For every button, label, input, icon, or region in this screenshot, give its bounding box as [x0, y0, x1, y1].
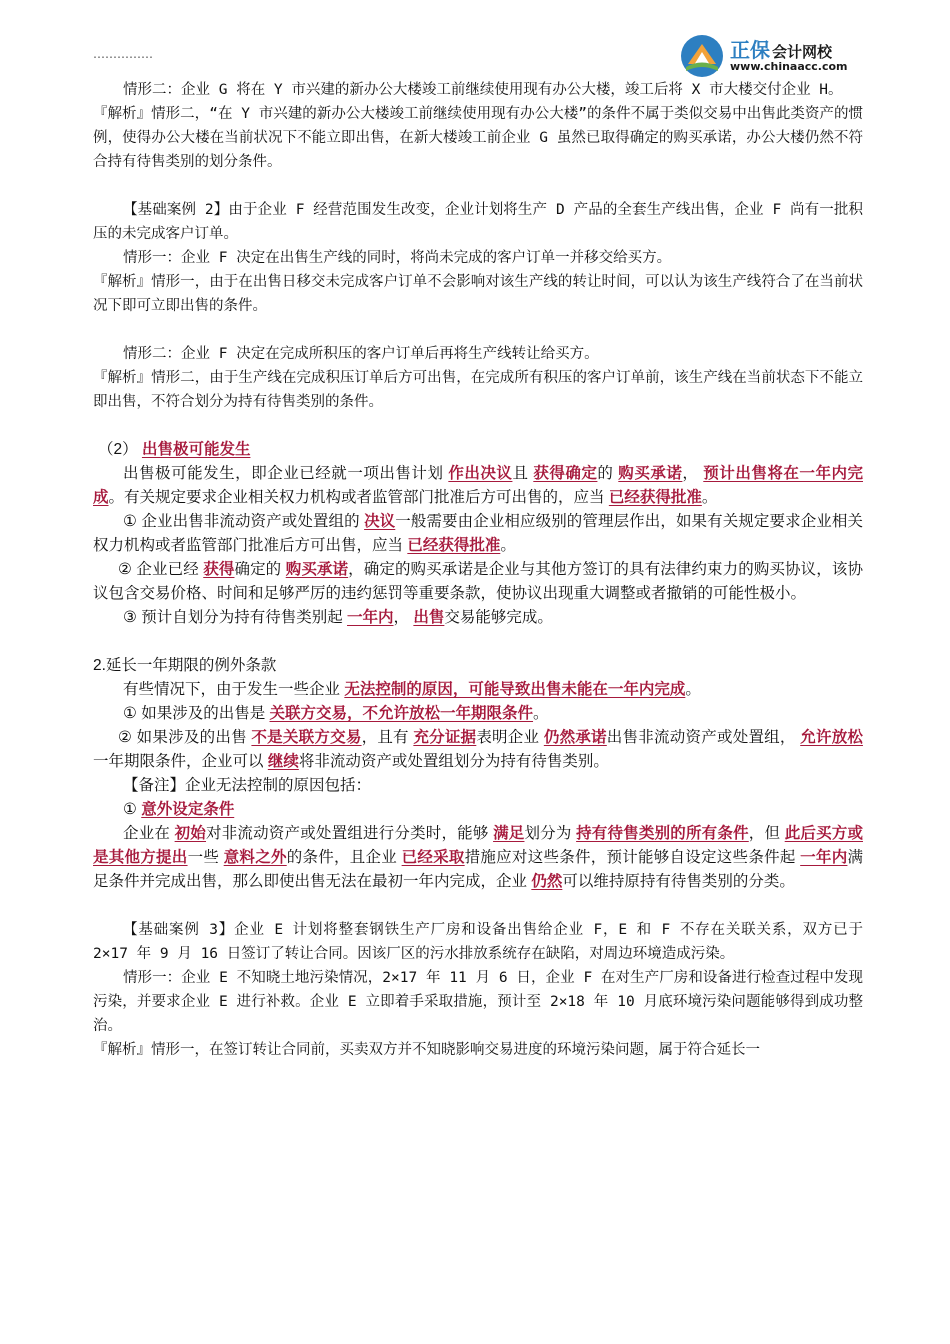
sec3-paragraph1: 有些情况下，由于发生一些企业 无法控制的原因，可能导致出售未能在一年内完成。 [123, 681, 701, 698]
logo-brand: 正保 会计网校 [730, 38, 833, 62]
sec3-paragraph2: 企业在 初始对非流动资产或处置组进行分类时，能够 满足划分为 持有待售类别的所有条件，但 此后买方或是其他方提出一些 意料之外的条件，且企业 已经采取措施应对这些条件，预计能够自设定这些条件起 一年内满足条件并完成出售，那么即使出售无法在最初一年内完成，企业 仍然可以维持原持有待售类别的分类。 [93, 825, 863, 890]
document-body [93, 58, 863, 1062]
case3-situation1-analysis: 『解析』情形一，在签订转让合同前，买卖双方并不知晓影响交易进度的环境污染问题，属于符合延长一 [93, 1042, 760, 1058]
case2-situation2-analysis: 『解析』情形二，由于生产线在完成积压订单后方可出售，在完成所有积压的客户订单前，该生产线在当前状态下不能立即出售，不符合划分为持有待售类别的条件。 [93, 370, 863, 410]
case2-situation2: 情形二：企业 F 决定在完成所积压的客户订单后再将生产线转让给买方。 [123, 346, 599, 362]
sec2-point3: ③ 预计自划分为持有待售类别起 一年内， 出售交易能够完成。 [123, 609, 553, 626]
logo-url: www.chinaacc.com [730, 60, 848, 73]
sec2-point2: ② 企业已经 获得确定的 购买承诺，确定的购买承诺是企业与其他方签订的具有法律约束力的购买协议，该协议包含交易价格、时间和足够严厉的违约惩罚等重要条款，使协议出现重大调整或者撤销的可能性极小。 [93, 561, 863, 602]
section-heading-likely-sale: （2） 出售极可能发生 [98, 441, 251, 458]
sec3-point2: ② 如果涉及的出售 不是关联方交易，且有 充分证据表明企业 仍然承诺出售非流动资产或处置组， 允许放松一年期限条件，企业可以 继续将非流动资产或处置组划分为持有待售类别。 [93, 729, 863, 770]
case3-situation1: 情形一：企业 E 不知晓土地污染情况，2×17 年 11 月 6 日，企业 F 在对生产厂房和设备进行检查过程中发现污染，并要求企业 E 进行补救。企业 E 立即着手采取措施，预计至 2×18 年 10 月底环境污染问题能够得到成功整治。 [93, 970, 863, 1034]
sec2-paragraph1: 出售极可能发生，即企业已经就一项出售计划 作出决议且 获得确定的 购买承诺， 预计出售将在一年内完成。有关规定要求企业相关权力机构或者监管部门批准后方可出售的，应当 已经获得批准。 [93, 465, 863, 506]
case2-situation1: 情形一：企业 F 决定在出售生产线的同时，将尚未完成的客户订单一并移交给买方。 [123, 250, 672, 266]
case1-situation2: 情形二：企业 G 将在 Y 市兴建的新办公大楼竣工前继续使用现有办公大楼，竣工后将 X 市大楼交付企业 H。 [123, 82, 843, 98]
sec3-note-item1: ① 意外设定条件 [123, 801, 235, 818]
section-heading-extension: 2.延长一年期限的例外条款 [93, 657, 277, 674]
case1-situation2-analysis: 『解析』情形二，“在 Y 市兴建的新办公大楼竣工前继续使用现有办公大楼”的条件不属于类似交易中出售此类资产的惯例，使得办公大楼在当前状况下不能立即出售，在新大楼竣工前企业 G 虽然已取得确定的购买承诺，办公大楼仍然不符合持有待售类别的划分条件。 [93, 106, 863, 170]
case2-intro: 【基础案例 2】由于企业 F 经营范围发生改变，企业计划将生产 D 产品的全套生产线出售，企业 F 尚有一批积压的未完成客户订单。 [93, 202, 863, 242]
case2-situation1-analysis: 『解析』情形一，由于在出售日移交未完成客户订单不会影响对该生产线的转让时间，可以认为该生产线符合了在当前状况下即可立即出售的条件。 [93, 274, 863, 314]
sec2-point1: ① 企业出售非流动资产或处置组的 决议一般需要由企业相应级别的管理层作出，如果有关规定要求企业相关权力机构或者监管部门批准后方可出售，应当 已经获得批准。 [93, 513, 863, 554]
case3-intro: 【基础案例 3】企业 E 计划将整套钢铁生产厂房和设备出售给企业 F，E 和 F 不存在关联关系，双方已于 2×17 年 9 月 16 日签订了转让合同。因该厂区的污水排放系统存在缺陷，对周边环境造成污染。 [93, 922, 863, 962]
cropped-previous-line: …………… [93, 54, 153, 61]
sec3-point1: ① 如果涉及的出售是 关联方交易，不允许放松一年期限条件。 [123, 705, 549, 722]
sec3-note: 【备注】企业无法控制的原因包括： [123, 777, 372, 794]
